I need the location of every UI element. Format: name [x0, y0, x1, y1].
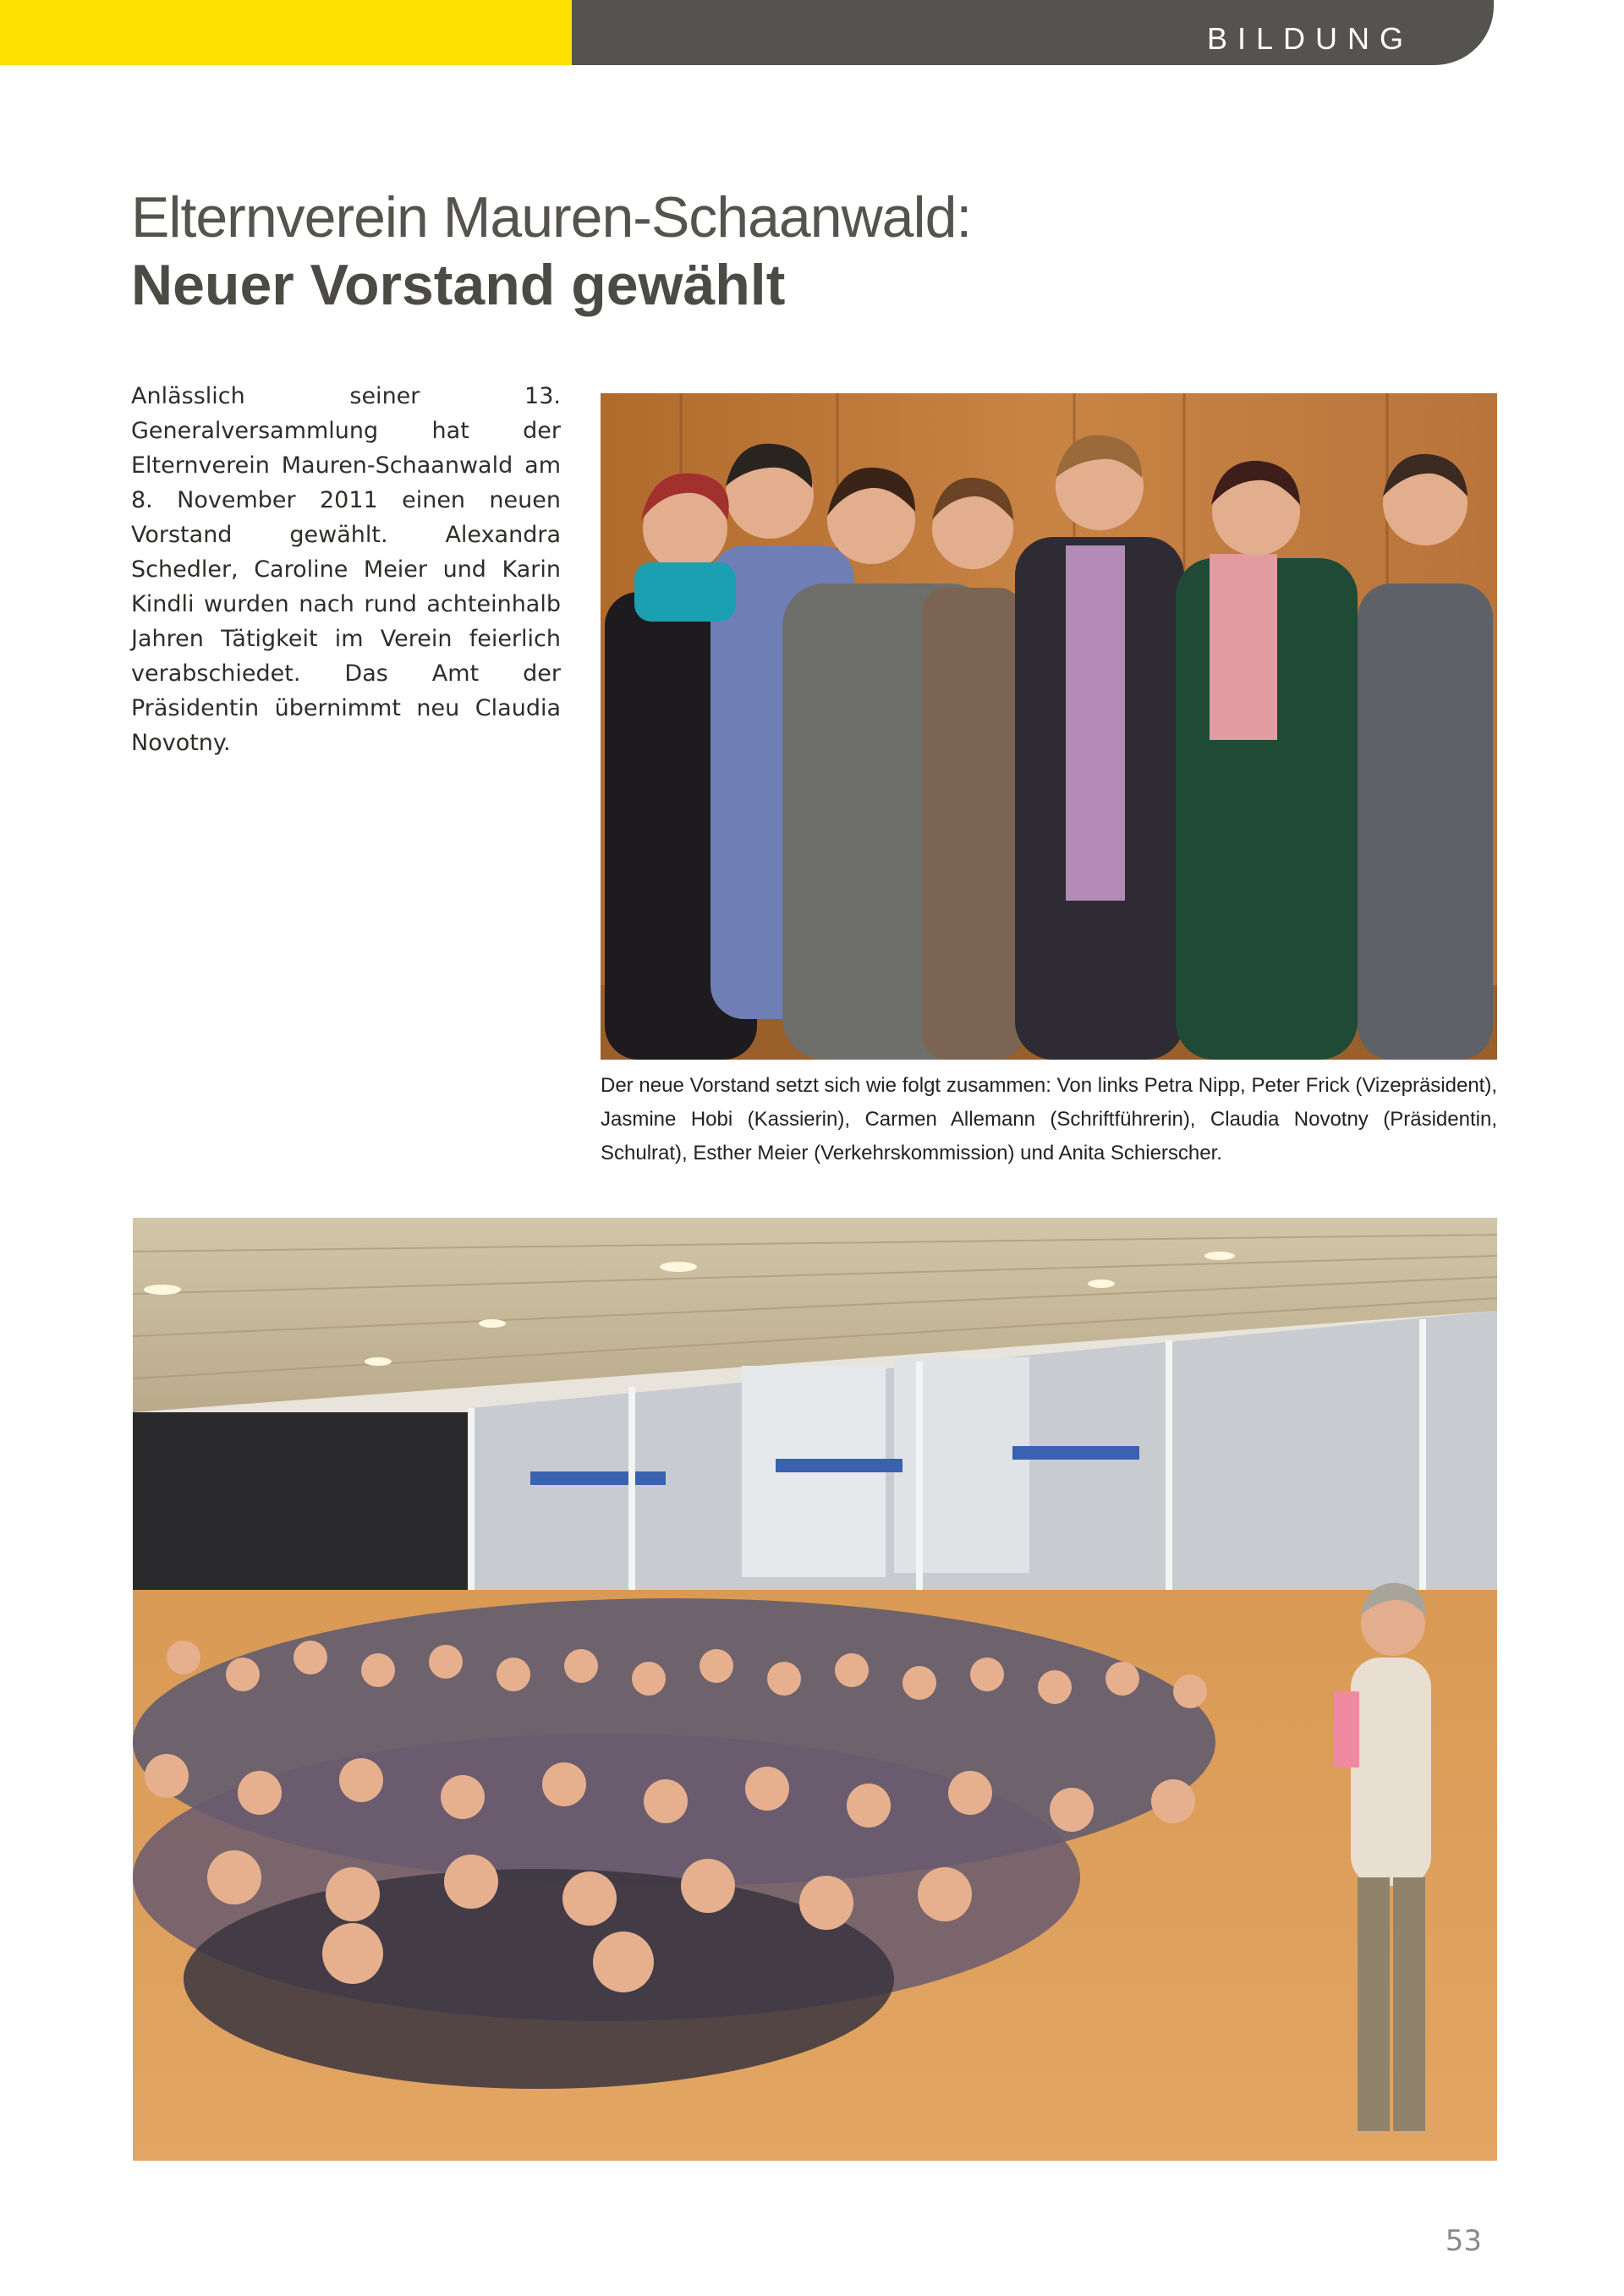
- board-group-photo-art: [601, 393, 1497, 1060]
- header-accent-bar: [0, 0, 572, 65]
- article-lead-text: Anlässlich seiner 13. Generalversammlung hat der Elternverein Mauren-Schaanwald am 8. November 2011 einen neuen Vorstand gewählt. Alexandra Schedler, Caroline Meier und Karin Kindli wurden nach rund achteinhalb Jahren Tätigkeit im Verein feierlich verabschiedet. Das Amt der Präsidentin übernimmt neu Claudia Novotny.: [131, 383, 561, 756]
- section-label: BILDUNG: [1206, 21, 1413, 56]
- section-header-band: [572, 0, 1494, 65]
- board-group-photo: [601, 393, 1497, 1060]
- school-hall-photo-art: [133, 1218, 1497, 2161]
- page-number: 53: [1445, 2224, 1482, 2258]
- photo-caption: Der neue Vorstand setzt sich wie folgt zusammen: Von links Petra Nipp, Peter Frick (Vizepräsident), Jasmine Hobi (Kassierin), Carmen Allemann (Schriftführerin), Claudia Novotny (Präsidentin, Schulrat), Esther Meier (Verkehrskommission) und Anita Schierscher.: [601, 1074, 1497, 1164]
- article-subtitle: Neuer Vorstand gewählt: [131, 253, 786, 317]
- school-hall-photo: [133, 1218, 1497, 2161]
- article-title: Elternverein Mauren-Schaanwald:: [131, 185, 972, 249]
